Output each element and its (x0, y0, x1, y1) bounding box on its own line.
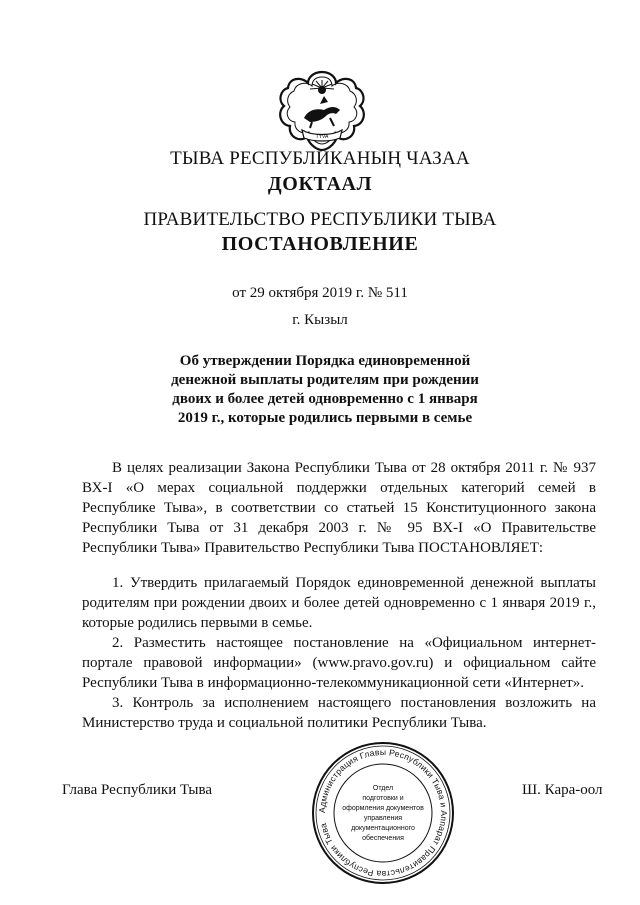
preamble-paragraph: В целях реализации Закона Республики Тыва от 28 октября 2011 г. № 937 ВХ-I «О мерах социальной поддержки отдельных категорий семей в Республике Тыва», в соответствии со статьей 15 Конституционного закона Республики Тыва от 31 декабря 2003 г. № 95 ВХ-I «О Правительстве Республики Тыва» Правительство Республики Тыва ПОСТАНОВЛЯЕТ: (82, 460, 596, 556)
document-city: г. Кызыл (292, 312, 348, 328)
stamp-center-line: подготовки и (362, 795, 404, 802)
stamp-center-line: управления (363, 815, 403, 822)
russian-government-title: ПРАВИТЕЛЬСТВО РЕСПУБЛИКИ ТЫВА (143, 209, 497, 230)
russian-document-type: ПОСТАНОВЛЕНИЕ (221, 233, 419, 255)
subject-line: Об утверждении Порядка единовременной (179, 353, 471, 369)
emblem-icon (276, 66, 368, 154)
document-body (82, 458, 596, 733)
tyva-document-type: ДОКТААЛ (267, 173, 373, 195)
item-3-paragraph: 3. Контроль за исполнением настоящего постановления возложить на Министерство труда и социальной политики Республики Тыва. (82, 695, 596, 731)
signatory-name: Ш. Кара-оол (522, 782, 603, 798)
stamp-icon (308, 738, 458, 888)
subject-line: денежной выплаты родителям при рождении (171, 372, 479, 388)
stamp-center-line: обеспечения (362, 835, 404, 842)
emblem-banner-text: TYVA (315, 134, 329, 140)
document-date-number: от 29 октября 2019 г. № 511 (232, 285, 408, 301)
item-2-paragraph: 2. Разместить настоящее постановление на «Официальном интернет-портале правовой информации» (www.pravo.gov.ru) и официальном сайте Республики Тыва в информационно-телекоммуникационной сети «Интернет». (82, 635, 596, 691)
stamp-center-line: документационного (351, 825, 415, 832)
stamp-center-line: Отдел (372, 785, 394, 792)
document-subject (150, 352, 500, 428)
svg-text:Администрация Главы Республики (317, 747, 449, 879)
subject-line: двоих и более детей одновременно с 1 января (172, 391, 478, 407)
tyva-government-title: ТЫВА РЕСПУБЛИКАНЫҢ ЧАЗАА (170, 148, 470, 169)
stamp-ring-text: Администрация Главы Республики Тыва и Аппарат Правительства Республики Тыва (316, 746, 450, 880)
stamp-center-line: оформления документов (342, 805, 424, 812)
official-stamp (308, 738, 458, 888)
item-1-paragraph: 1. Утвердить прилагаемый Порядок единовременной денежной выплаты родителям при рождении двоих и более детей одновременно с 1 января 2019 г., которые родились первыми в семье. (82, 575, 596, 631)
signatory-position: Глава Республики Тыва (62, 782, 213, 798)
subject-line: 2019 г., которые родились первыми в семье (177, 410, 473, 426)
coat-of-arms-emblem (276, 66, 368, 154)
